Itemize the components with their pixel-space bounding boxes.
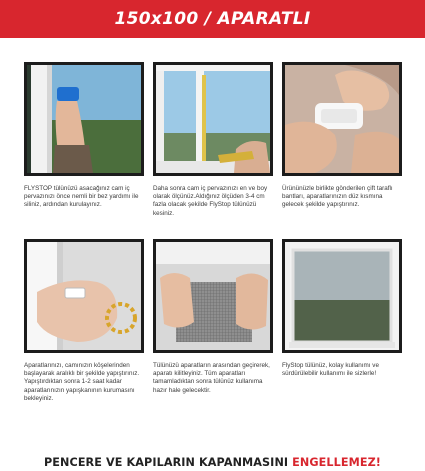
step-5 (153, 239, 273, 395)
step-1 (24, 62, 144, 210)
step-6-photo (282, 239, 402, 353)
step-5-photo (153, 239, 273, 353)
step-3-photo (282, 62, 402, 176)
step-2-caption: Daha sonra cam iç pervazınızı en ve boy olarak ölçünüz.Aldığınız ölçüden 3-4 cm fazla olacak şekilde FlyStop tülünüzü kesiniz. (153, 185, 268, 217)
step-2 (153, 62, 273, 218)
page-title: 150x100 / APARATLI (114, 9, 311, 29)
step-6 (282, 239, 402, 378)
header-banner (0, 0, 425, 38)
footer-highlight: ENGELLEMEZ! (292, 456, 381, 469)
step-4 (24, 239, 144, 403)
step-6-caption: FlyStop tülünüz, kolay kullanımı ve sürdürülebilir kullanımı ile sizlerle! (282, 362, 379, 378)
step-5-caption: Tülünüzü aparatların arasından geçirerek, aparatı kilitleyiniz. Tüm aparatları tamamladıktan sonra tülünüz kullanıma hazır hale gelecektir. (153, 362, 270, 394)
step-3 (282, 62, 402, 210)
step-4-photo (24, 239, 144, 353)
step-3-caption: Ürününüzle birlikte gönderilen çift taraflı bantları, aparatlarınızın düz kısmına gelecek şekilde yapıştırınız. (282, 185, 393, 209)
step-2-photo (153, 62, 273, 176)
footer-slogan (0, 456, 425, 469)
step-1-photo (24, 62, 144, 176)
step-4-caption: Aparatlarınızı, camınızın köşelerinden başlayarak aralıklı bir şekilde yapıştırınız. Yapıştırdıktan sonra 1-2 saat kadar aparatlarınızın yapışkanının kurumasını bekleyiniz. (24, 362, 140, 402)
footer-text: PENCERE VE KAPILARIN KAPANMASINI (44, 456, 293, 469)
step-1-caption: FLYSTOP tülünüzü asacağınız cam iç pervazınızı önce nemli bir bez yardımı ile siliniz, ardından kurulayınız. (24, 185, 139, 209)
